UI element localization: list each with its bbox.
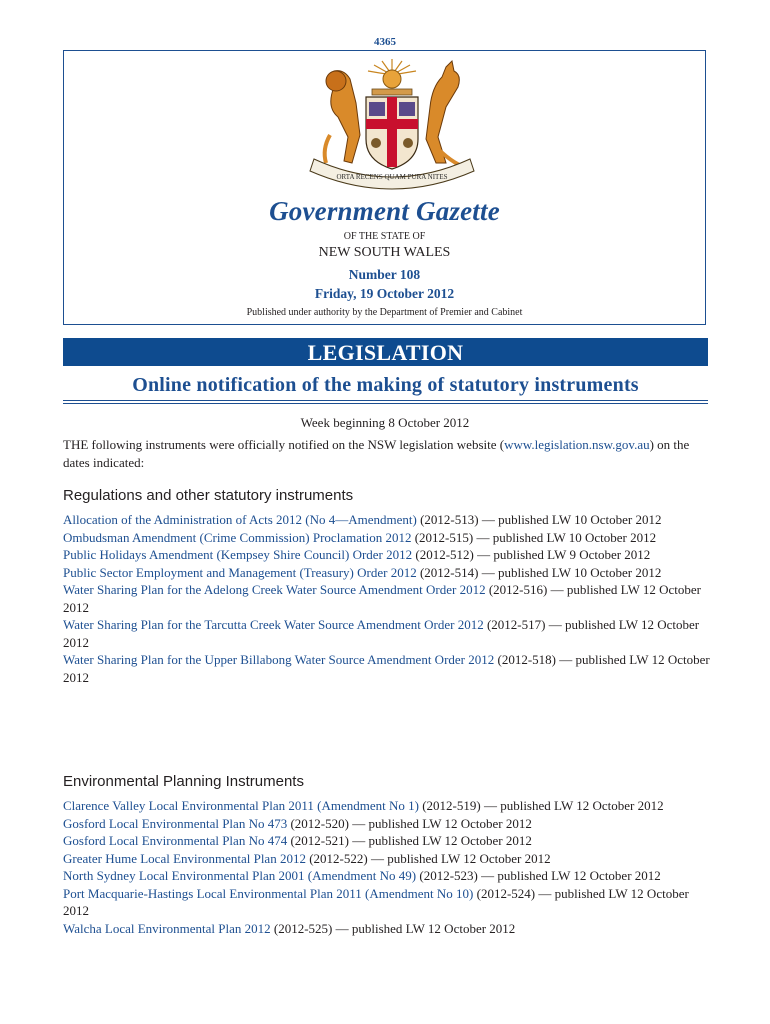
instrument-link[interactable]: Ombudsman Amendment (Crime Commission) Proclamation 2012	[63, 529, 412, 545]
instrument-details: (2012-518) — published LW 12 October 2012	[63, 652, 710, 685]
list-item	[63, 616, 713, 651]
instrument-link[interactable]: Public Sector Employment and Management (Treasury) Order 2012	[63, 564, 417, 580]
list-item	[63, 867, 713, 885]
list-item	[63, 511, 713, 529]
instrument-link[interactable]: Walcha Local Environmental Plan 2012	[63, 920, 271, 936]
gazette-date: Friday, 19 October 2012	[314, 286, 455, 301]
list-item	[63, 581, 713, 616]
publication-authority: Published under authority by the Department of Premier and Cabinet	[246, 307, 523, 318]
list-item	[63, 832, 713, 850]
instrument-details: (2012-516) — published LW 12 October 2012	[63, 582, 702, 615]
instrument-link[interactable]: Public Holidays Amendment (Kempsey Shire Council) Order 2012	[63, 547, 413, 562]
instrument-details: (2012-522) — published LW 12 October 2012	[305, 850, 551, 866]
page-number: 4365	[374, 36, 396, 48]
instrument-details: (2012-521) — published LW 12 October 2012	[287, 833, 532, 848]
instrument-link[interactable]: Water Sharing Plan for the Tarcutta Creek Water Source Amendment Order 2012	[63, 617, 484, 632]
instrument-details: (2012-513) — published LW 10 October 2012	[416, 512, 662, 527]
instrument-details: (2012-515) — published LW 10 October 2012	[411, 529, 657, 545]
list-item	[63, 651, 713, 686]
instrument-details: (2012-524) — published LW 12 October 2012	[63, 885, 689, 918]
list-item	[63, 797, 713, 815]
instrument-details: (2012-525) — published LW 12 October 2012	[270, 920, 516, 936]
section-heading-environmental-planning: Environmental Planning Instruments	[63, 773, 304, 790]
gazette-number: Number 108	[348, 267, 421, 282]
instrument-link[interactable]: North Sydney Local Environmental Plan 2001 (Amendment No 49)	[63, 868, 417, 883]
divider	[63, 400, 708, 401]
instrument-link[interactable]: Water Sharing Plan for the Adelong Creek Water Source Amendment Order 2012	[63, 582, 486, 597]
instrument-details: (2012-519) — published LW 12 October 2012	[418, 798, 664, 813]
section-heading-regulations: Regulations and other statutory instruments	[63, 487, 354, 504]
week-beginning: Week beginning 8 October 2012	[300, 415, 470, 430]
instrument-details: (2012-520) — published LW 12 October 2012	[287, 815, 532, 831]
state-name: NEW SOUTH WALES	[318, 245, 451, 260]
instrument-link[interactable]: Greater Hume Local Environmental Plan 2012	[63, 850, 306, 866]
of-the-state-of: OF THE STATE OF	[343, 231, 426, 242]
list-item	[63, 920, 713, 938]
instrument-details: (2012-512) — published LW 9 October 2012	[412, 547, 651, 562]
list-item	[63, 564, 713, 582]
list-item	[63, 885, 713, 920]
coat-of-arms-icon	[286, 57, 498, 197]
environmental-planning-list	[63, 797, 713, 937]
gazette-title: Government Gazette	[269, 196, 500, 226]
list-item	[63, 850, 713, 868]
section-banner: LEGISLATION	[63, 338, 708, 366]
instrument-details: (2012-514) — published LW 10 October 2012	[416, 564, 662, 580]
list-item	[63, 546, 713, 564]
instrument-link[interactable]: Port Macquarie-Hastings Local Environmental Plan 2011 (Amendment No 10)	[63, 885, 474, 901]
motto-text: ORTA RECENS QUAM PURA NITES	[336, 173, 448, 181]
instrument-details: (2012-523) — published LW 12 October 2012	[416, 868, 661, 883]
gazette-masthead	[63, 50, 706, 325]
instrument-link[interactable]: Allocation of the Administration of Acts 2012 (No 4—Amendment)	[63, 512, 417, 527]
list-item	[63, 815, 713, 833]
instrument-link[interactable]: Gosford Local Environmental Plan No 473	[63, 815, 288, 831]
intro-text-before: THE following instruments were officially notified on the NSW legislation website (	[63, 437, 505, 452]
intro-paragraph	[63, 436, 713, 472]
intro-text-after: ) on the dates indicated:	[63, 437, 690, 470]
instrument-link[interactable]: Gosford Local Environmental Plan No 474	[63, 833, 288, 848]
instrument-link[interactable]: Clarence Valley Local Environmental Plan 2011 (Amendment No 1)	[63, 798, 419, 813]
page-subtitle: Online notification of the making of statutory instruments	[132, 374, 639, 396]
list-item	[63, 529, 713, 547]
regulations-list	[63, 511, 713, 686]
instrument-link[interactable]: Water Sharing Plan for the Upper Billabong Water Source Amendment Order 2012	[63, 652, 495, 667]
instrument-details: (2012-517) — published LW 12 October 2012	[63, 617, 700, 650]
legislation-website-link[interactable]: www.legislation.nsw.gov.au	[504, 437, 650, 452]
divider	[63, 403, 708, 404]
